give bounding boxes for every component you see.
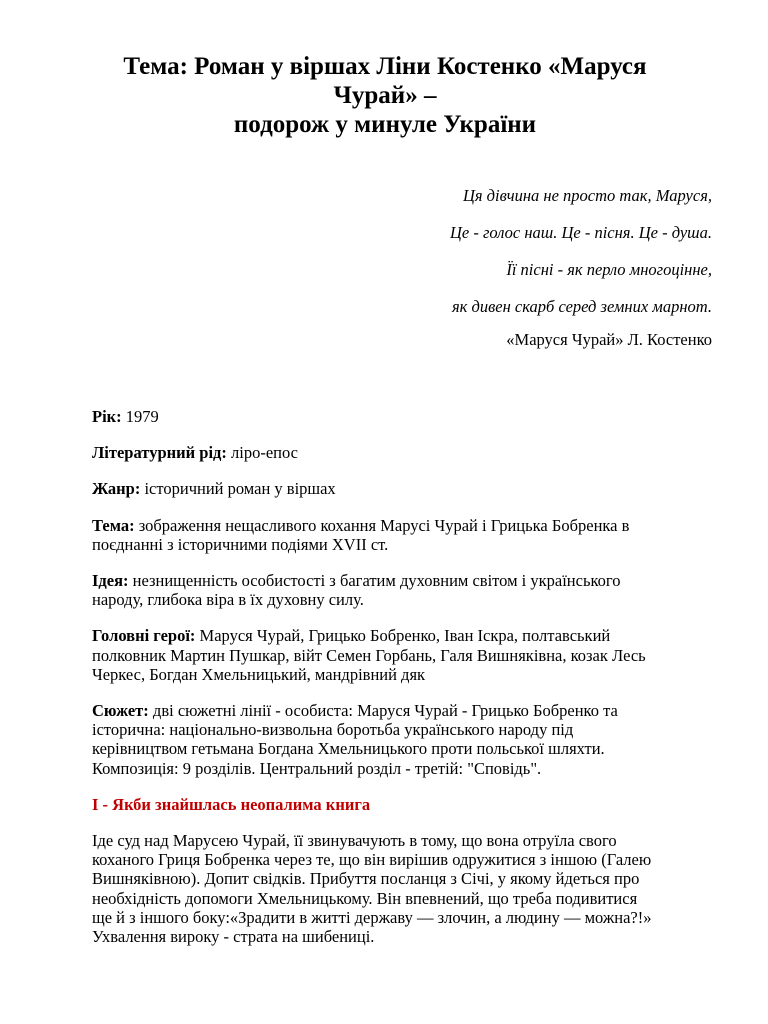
field-heroes bbox=[92, 626, 732, 684]
field-genre-label: Жанр: bbox=[92, 479, 141, 499]
field-plot-value: дві сюжетні лінії - особиста: Маруся Чурай - Грицько Бобренко та bbox=[152, 701, 618, 721]
title-line-1: Тема: Роман у віршах Ліни Костенко «Маруся bbox=[123, 53, 647, 80]
epigraph-verse: Її пісні - як перло многоцінне, bbox=[506, 260, 712, 279]
epigraph-verse: як дивен скарб серед земних марнот. bbox=[452, 297, 712, 316]
field-plot-value: керівництвом гетьмана Богдана Хмельницького проти польської шляхти. bbox=[92, 739, 605, 759]
field-heroes-value: Черкес, Богдан Хмельницький, мандрівний дяк bbox=[92, 664, 426, 684]
paragraph-line: коханого Гриця Бобренка через те, що він вирішив одружитися з іншою (Галею bbox=[92, 850, 652, 870]
field-idea-value: народу, глибока віра в їх духовну силу. bbox=[92, 590, 364, 610]
field-idea-value: незнищенність особистості з багатим духовним світом і українського bbox=[132, 571, 621, 591]
field-idea-label: Ідея: bbox=[92, 571, 129, 591]
field-plot-line bbox=[92, 701, 732, 720]
paragraph-line: Ухвалення вироку - страта на шибениці. bbox=[92, 927, 375, 947]
title-line-2: Чурай» – bbox=[333, 82, 437, 109]
paragraph-line: ще й з іншого боку:«Зрадити в житті державу — злочин, а людину — можна?!» bbox=[92, 907, 652, 927]
paragraph-line: необхідність допомоги Хмельницькому. Він впевнений, що треба подивитися bbox=[92, 888, 638, 908]
section-paragraph bbox=[92, 831, 732, 946]
epigraph-verse: Ця дівчина не просто так, Маруся, bbox=[462, 186, 712, 205]
title-line-3: подорож у минуле України bbox=[233, 111, 537, 138]
section-heading: І - Якби знайшлась неопалима книга bbox=[92, 794, 371, 814]
field-plot-value: Композиція: 9 розділів. Центральний розділ - третій: "Сповідь". bbox=[92, 758, 542, 778]
document-title bbox=[90, 52, 680, 139]
field-theme bbox=[92, 516, 732, 554]
field-heroes-value: Маруся Чурай, Грицько Бобренко, Іван Іскра, полтавський bbox=[199, 626, 611, 646]
field-theme-value: поєднанні з історичними подіями XVII ст. bbox=[92, 534, 389, 554]
field-genus-label: Літературний рід: bbox=[92, 443, 227, 463]
field-genus bbox=[92, 443, 732, 462]
field-year-value: 1979 bbox=[125, 407, 159, 426]
field-theme-value: зображення нещасливого кохання Марусі Чурай і Грицька Бобренка в bbox=[138, 515, 630, 535]
paragraph-line: Іде суд над Марусею Чурай, її звинувачують в тому, що вона отруїла свого bbox=[92, 831, 617, 851]
field-plot bbox=[92, 701, 732, 778]
field-genre-value: історичний роман у віршах bbox=[144, 479, 336, 499]
field-theme-line bbox=[92, 516, 732, 535]
epigraph-verse: Це - голос наш. Це - пісня. Це - душа. bbox=[449, 223, 712, 242]
field-idea-line bbox=[92, 571, 732, 590]
epigraph-source: «Маруся Чурай» Л. Костенко bbox=[506, 330, 712, 349]
field-plot-value: історична: національно-визвольна боротьба українського народу під bbox=[92, 720, 574, 740]
field-genus-value: ліро-епос bbox=[231, 443, 298, 463]
field-plot-label: Сюжет: bbox=[92, 701, 149, 721]
field-theme-label: Тема: bbox=[92, 515, 135, 535]
field-heroes-value: полковник Мартин Пушкар, війт Семен Горбань, Галя Вишняківна, козак Лесь bbox=[92, 645, 646, 665]
field-heroes-label: Головні герої: bbox=[92, 626, 196, 646]
epigraph bbox=[292, 183, 712, 353]
field-idea bbox=[92, 571, 732, 609]
document-body bbox=[92, 407, 732, 946]
field-year-label: Рік: bbox=[92, 407, 122, 426]
field-genre bbox=[92, 479, 732, 498]
paragraph-line: Вишняківною). Допит свідків. Прибуття посланця з Січі, у якому йдеться про bbox=[92, 869, 640, 889]
field-heroes-line bbox=[92, 626, 732, 645]
field-year bbox=[92, 407, 732, 426]
